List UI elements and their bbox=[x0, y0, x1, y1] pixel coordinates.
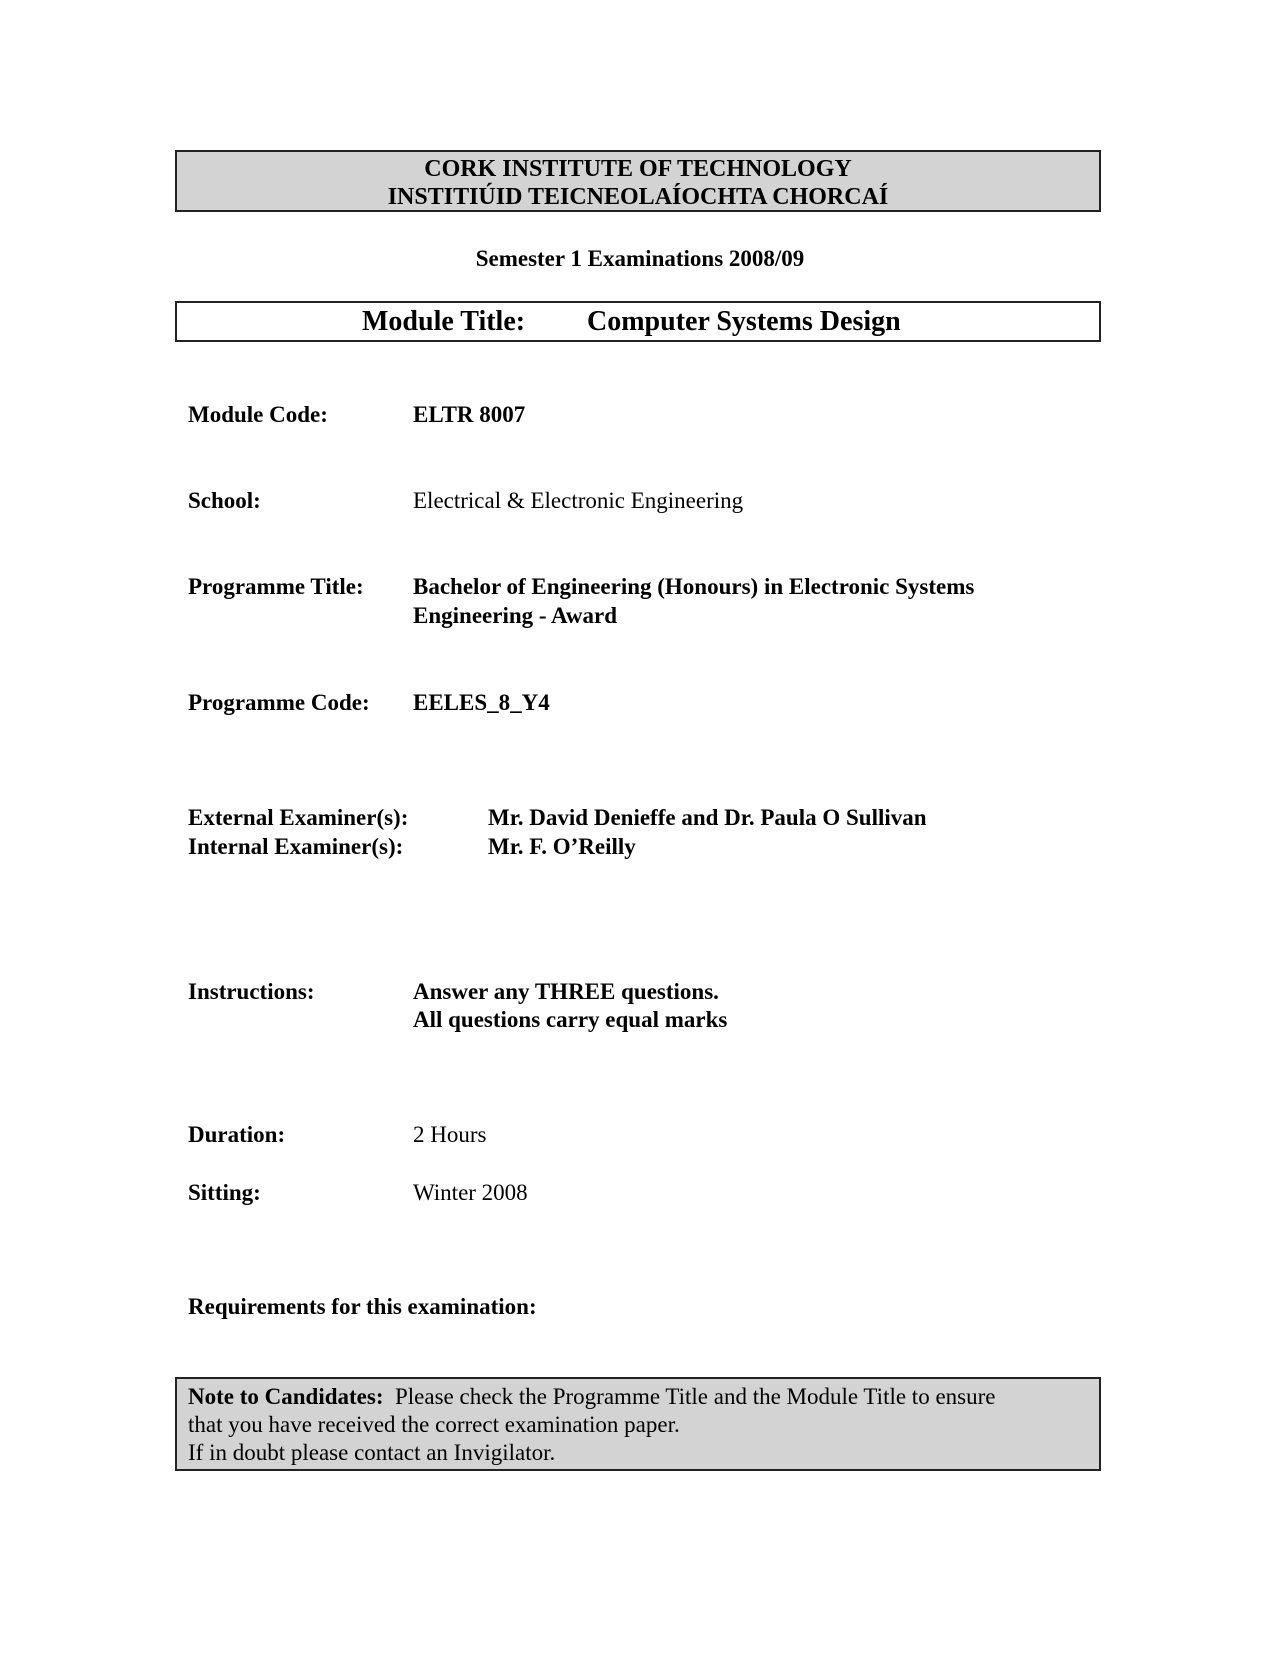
module-code-value: ELTR 8007 bbox=[413, 402, 526, 427]
module-title-box bbox=[175, 301, 1101, 342]
sitting-value: Winter 2008 bbox=[413, 1180, 528, 1205]
programme-title-label: Programme Title: bbox=[188, 574, 364, 599]
institution-name-english: CORK INSTITUTE OF TECHNOLOGY bbox=[424, 156, 852, 182]
programme-title-line2: Engineering - Award bbox=[413, 603, 618, 628]
note-text-line2: that you have received the correct examination paper. bbox=[188, 1412, 680, 1437]
note-text-line1: Please check the Programme Title and the Module Title to ensure bbox=[395, 1384, 996, 1409]
programme-title-line1: Bachelor of Engineering (Honours) in Electronic Systems bbox=[413, 574, 975, 599]
internal-examiners-value: Mr. F. O’Reilly bbox=[488, 834, 636, 859]
instructions-label: Instructions: bbox=[188, 979, 315, 1004]
external-examiners-label: External Examiner(s): bbox=[188, 805, 409, 830]
institution-header bbox=[175, 150, 1101, 212]
duration-label: Duration: bbox=[188, 1122, 286, 1147]
note-text-line3: If in doubt please contact an Invigilator. bbox=[188, 1440, 556, 1465]
note-line1 bbox=[188, 1383, 1089, 1411]
programme-code-label: Programme Code: bbox=[188, 690, 370, 715]
module-code-label: Module Code: bbox=[188, 402, 328, 427]
exam-session: Semester 1 Examinations 2008/09 bbox=[475, 246, 805, 271]
instructions-line1: Answer any THREE questions. bbox=[413, 979, 719, 1004]
programme-code-value: EELES_8_Y4 bbox=[413, 690, 550, 715]
sitting-label: Sitting: bbox=[188, 1180, 261, 1205]
school-label: School: bbox=[188, 488, 261, 513]
module-title-value: Computer Systems Design bbox=[587, 306, 901, 337]
internal-examiners-label: Internal Examiner(s): bbox=[188, 834, 404, 859]
note-heading: Note to Candidates: bbox=[188, 1384, 384, 1409]
duration-value: 2 Hours bbox=[413, 1122, 487, 1147]
school-value: Electrical & Electronic Engineering bbox=[413, 488, 744, 513]
requirements-label: Requirements for this examination: bbox=[188, 1294, 537, 1319]
module-title-label: Module Title: bbox=[362, 306, 526, 337]
instructions-line2: All questions carry equal marks bbox=[413, 1007, 728, 1032]
note-to-candidates-box bbox=[175, 1377, 1101, 1471]
external-examiners-value: Mr. David Denieffe and Dr. Paula O Sullivan bbox=[488, 805, 927, 830]
institution-name-irish: INSTITIÚID TEICNEOLAÍOCHTA CHORCAÍ bbox=[387, 184, 889, 210]
